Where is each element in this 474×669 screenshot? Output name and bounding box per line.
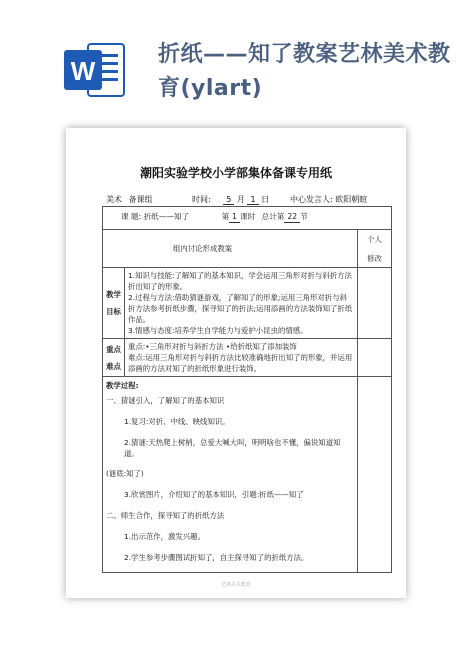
goal-3: 3.情感与态度:培养学生自学能力与爱护小昆虫的情感。 xyxy=(128,326,308,335)
speaker-label: 中心发言人: xyxy=(290,195,333,204)
footer-watermark: 艺林美术教育 xyxy=(220,582,251,588)
process-row xyxy=(103,377,392,573)
personal-header-line-2: 修改 xyxy=(367,253,382,263)
lesson-plan-table xyxy=(102,206,392,573)
day-label: 日 xyxy=(261,195,270,204)
process-item: 一、猜谜引入，了解知了的基本知识 xyxy=(106,396,225,405)
goal-2: 2.过程与方法:借助猜谜游戏，了解知了的形象;运用三角形对折与斜折方法参考折纸步骤，探寻知了的折法;运用添画的方法装饰知了折纸作品。 xyxy=(128,293,353,324)
personal-header-line-1: 个人 xyxy=(367,234,382,244)
process-item: 1.出示范作，激发兴趣。 xyxy=(124,532,205,541)
document-title: 潮阳实验学校小学部集体备课专用纸 xyxy=(139,166,332,180)
total-prefix: 总计第 xyxy=(261,212,285,221)
process-item: 2.猜谜:天热爬上树梢，总爱大喊大叫，明明啥也不懂，偏说知道知道。 xyxy=(124,438,341,458)
subject: 美术 xyxy=(106,195,122,204)
meta-subject xyxy=(106,194,153,205)
process-item: 3.欣赏图片，介绍知了的基本知识，引题:折纸——知了 xyxy=(124,490,304,499)
process-item: 二、师生合作，探寻知了的折纸方法 xyxy=(106,511,225,520)
meta-date xyxy=(192,194,269,205)
key-point: 重点:•三角形对折与斜折方法 •给折纸知了添加装饰 xyxy=(128,342,297,351)
process-item: 2.学生参考步骤图试折知了，自主探寻知了的折纸方法。 xyxy=(124,553,309,562)
goals-row xyxy=(103,268,392,339)
speaker-name: 欧阳朝暄 xyxy=(335,195,368,204)
process-item: 1.复习:对折、中线、映线知识。 xyxy=(124,417,230,426)
word-document-icon xyxy=(64,40,126,100)
page-title xyxy=(158,38,458,106)
total-suffix: 节 xyxy=(300,212,308,221)
process-heading: 教学过程: xyxy=(106,381,139,390)
process-item: (谜底:知了) xyxy=(106,469,144,478)
page-title-line-1: 折纸——知了教案艺林美术教 xyxy=(158,42,451,67)
word-icon-letter: W xyxy=(70,56,96,86)
period-suffix: 课时 xyxy=(240,212,256,221)
goals-label-line-1: 教学 xyxy=(106,290,121,299)
page-title-line-2: 育(ylart) xyxy=(158,76,263,101)
period-value: 1 xyxy=(229,211,240,223)
document-page xyxy=(66,128,406,598)
topic-value: 折纸——知了 xyxy=(143,212,190,221)
group: 备课组 xyxy=(128,195,153,204)
day-value: 1 xyxy=(247,195,258,205)
goals-label-line-2: 目标 xyxy=(106,307,121,316)
meta-speaker xyxy=(290,194,367,205)
key-label-line-1: 重点 xyxy=(106,344,121,354)
key-points-row xyxy=(103,339,392,377)
topic-label: 课 题: xyxy=(121,212,142,221)
key-label-line-2: 难点 xyxy=(106,361,121,371)
month-label: 月 xyxy=(236,195,245,204)
total-value: 22 xyxy=(284,211,300,223)
header-row xyxy=(103,230,392,268)
topic-row xyxy=(103,207,392,230)
period-prefix: 第 xyxy=(221,212,230,221)
discussion-header: 组内讨论形成教案 xyxy=(173,244,233,253)
difficult-point: 难点:运用三角形对折与斜折方法比较准确地折出知了的形象，并运用添画的方法对知了的折纸形象进行装饰。 xyxy=(128,353,353,373)
goal-1: 1.知识与技能:了解知了的基本知识，学会运用三角形对折与斜折方法折出知了的形象。 xyxy=(128,271,352,291)
month-value: 5 xyxy=(223,195,234,205)
time-label: 时间: xyxy=(192,195,211,204)
